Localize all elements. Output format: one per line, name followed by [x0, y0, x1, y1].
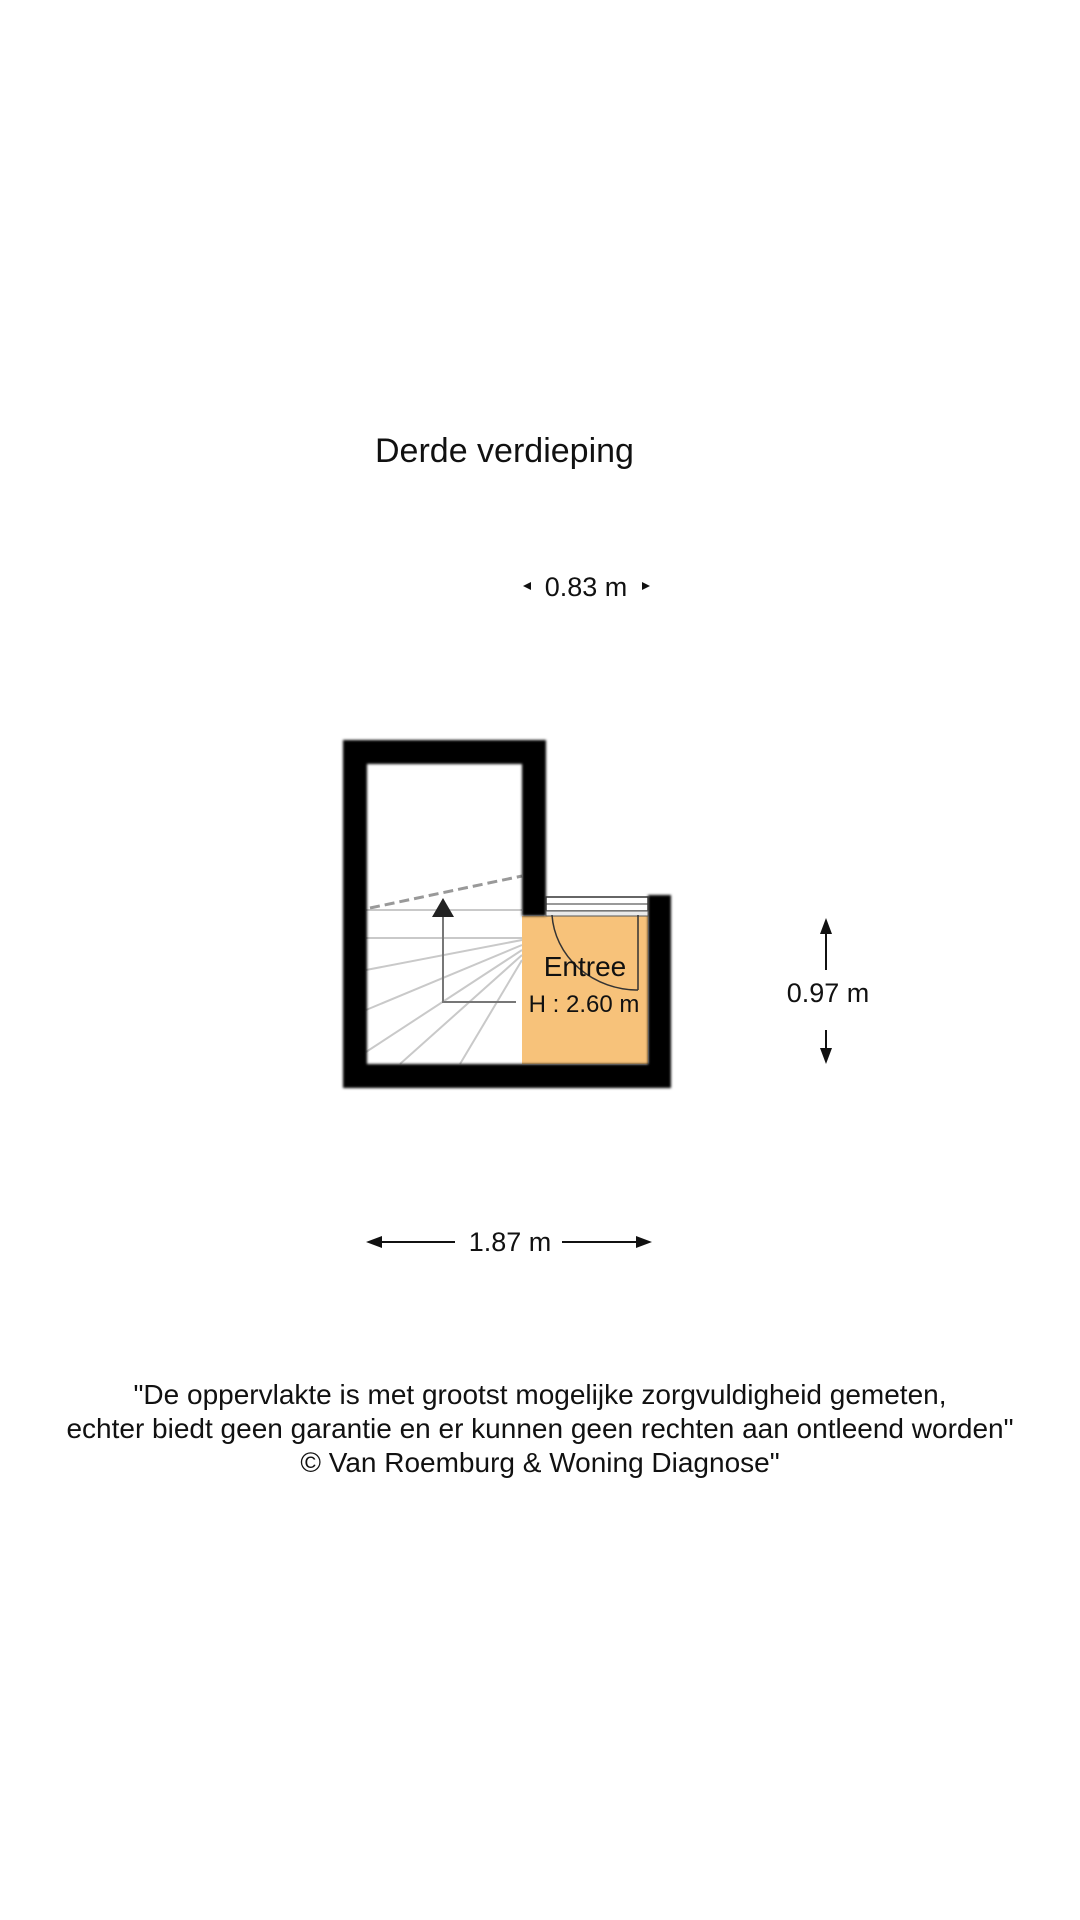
disclaimer — [0, 1378, 1080, 1480]
arrowhead-up-icon — [820, 918, 832, 934]
disclaimer-line-2: echter biedt geen garantie en er kunnen geen rechten aan ontleend worden" — [66, 1413, 1014, 1444]
arrowhead-left-icon — [366, 1236, 382, 1248]
dimension-top — [523, 572, 650, 602]
disclaimer-line-3: © Van Roemburg & Woning Diagnose" — [300, 1447, 780, 1478]
dimension-right-label: 0.97 m — [786, 978, 870, 1008]
floor-title: Derde verdieping — [375, 432, 634, 470]
dimension-right — [787, 918, 870, 1064]
disclaimer-line-1: "De oppervlakte is met grootst mogelijke zorgvuldigheid gemeten, — [133, 1379, 947, 1410]
room-entree-height: H : 2.60 m — [528, 991, 640, 1018]
arrowhead-down-icon — [820, 1048, 832, 1064]
window — [546, 897, 648, 916]
arrowhead-right-icon — [636, 1236, 652, 1248]
dimension-bottom-label: 1.87 m — [468, 1227, 552, 1257]
dimension-bottom — [366, 1227, 652, 1257]
arrowhead-left-icon — [523, 582, 531, 590]
room-entree-name: Entree — [543, 951, 627, 982]
dimension-top-label: 0.83 m — [544, 572, 628, 602]
arrowhead-right-icon — [642, 582, 650, 590]
